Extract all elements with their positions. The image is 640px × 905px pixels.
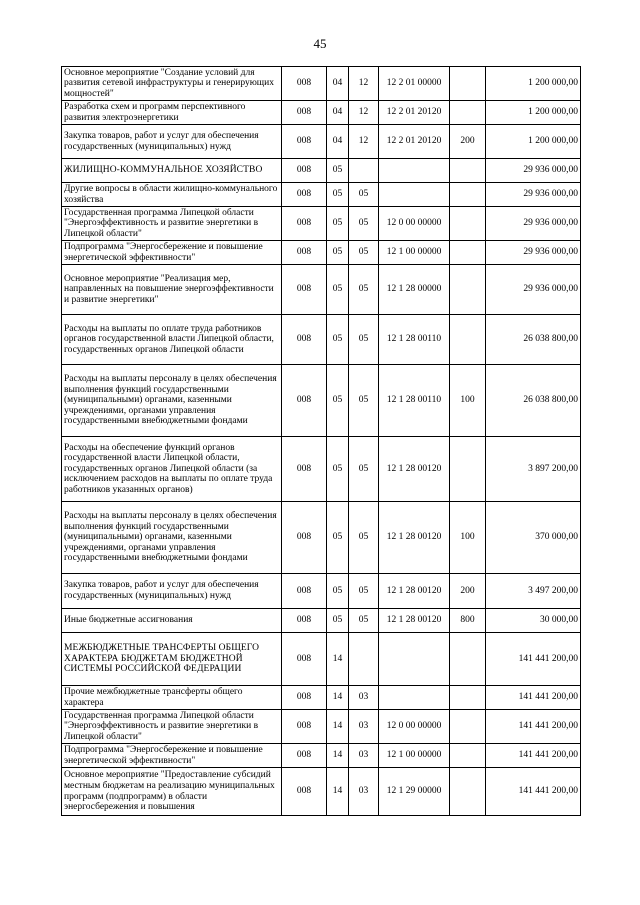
row-section-cell: 04 xyxy=(327,125,349,159)
row-target-code-cell: 12 1 28 00000 xyxy=(379,265,450,315)
row-name-cell: Иные бюджетные ассигнования xyxy=(62,609,282,633)
row-section-cell: 14 xyxy=(327,744,349,768)
row-section-cell: 05 xyxy=(327,183,349,207)
row-amount-cell: 141 441 200,00 xyxy=(486,686,581,710)
row-target-code-cell xyxy=(379,686,450,710)
table-row xyxy=(62,502,581,574)
row-ved-cell: 008 xyxy=(282,609,327,633)
table-row xyxy=(62,609,581,633)
row-name-cell: Закупка товаров, работ и услуг для обеспечения государственных (муниципальных) нужд xyxy=(62,574,282,609)
row-ved-cell: 008 xyxy=(282,67,327,101)
row-ved-cell: 008 xyxy=(282,710,327,744)
row-expense-type-cell xyxy=(450,183,486,207)
row-target-code-cell: 12 1 28 00120 xyxy=(379,609,450,633)
row-ved-cell: 008 xyxy=(282,633,327,686)
row-subsection-cell: 12 xyxy=(349,101,379,125)
row-subsection-cell: 05 xyxy=(349,437,379,502)
row-ved-cell: 008 xyxy=(282,574,327,609)
row-subsection-cell: 12 xyxy=(349,67,379,101)
row-section-cell: 14 xyxy=(327,710,349,744)
table-row xyxy=(62,159,581,183)
row-ved-cell: 008 xyxy=(282,159,327,183)
row-expense-type-cell xyxy=(450,633,486,686)
row-ved-cell: 008 xyxy=(282,125,327,159)
row-section-cell: 04 xyxy=(327,101,349,125)
row-section-cell: 05 xyxy=(327,159,349,183)
page-number: 45 xyxy=(313,36,327,51)
row-target-code-cell: 12 0 00 00000 xyxy=(379,710,450,744)
row-amount-cell: 29 936 000,00 xyxy=(486,159,581,183)
row-target-code-cell xyxy=(379,183,450,207)
row-name-cell: Прочие межбюджетные трансферты общего характера xyxy=(62,686,282,710)
row-target-code-cell: 12 0 00 00000 xyxy=(379,207,450,241)
table-row xyxy=(62,67,581,101)
table-row xyxy=(62,574,581,609)
table-row xyxy=(62,633,581,686)
row-subsection-cell: 05 xyxy=(349,183,379,207)
row-amount-cell: 141 441 200,00 xyxy=(486,768,581,816)
table-row xyxy=(62,744,581,768)
row-name-cell: Расходы на обеспечение функций органов государственной власти Липецкой области, государственных органов Липецкой области (за исключением расходов на выплаты по оплате труда работников указанных органов) xyxy=(62,437,282,502)
row-section-cell: 05 xyxy=(327,574,349,609)
row-ved-cell: 008 xyxy=(282,315,327,365)
row-expense-type-cell xyxy=(450,265,486,315)
row-amount-cell: 1 200 000,00 xyxy=(486,67,581,101)
row-amount-cell: 1 200 000,00 xyxy=(486,125,581,159)
row-expense-type-cell xyxy=(450,315,486,365)
row-section-cell: 05 xyxy=(327,365,349,437)
row-name-cell: Основное мероприятие "Предоставление субсидий местным бюджетам на реализацию муниципальных программ (подпрограмм) в области энергосбережения и повышения xyxy=(62,768,282,816)
row-amount-cell: 30 000,00 xyxy=(486,609,581,633)
row-name-cell: Расходы на выплаты персоналу в целях обеспечения выполнения функций государственными (муниципальными) органами, казенными учреждениями, органами управления государственными внебюджетными фондами xyxy=(62,502,282,574)
row-section-cell: 14 xyxy=(327,768,349,816)
row-section-cell: 14 xyxy=(327,686,349,710)
row-ved-cell: 008 xyxy=(282,265,327,315)
row-target-code-cell: 12 1 28 00120 xyxy=(379,574,450,609)
row-name-cell: Государственная программа Липецкой области "Энергоэффективность и развитие энергетики в Липецкой области" xyxy=(62,207,282,241)
row-expense-type-cell: 800 xyxy=(450,609,486,633)
row-amount-cell: 3 897 200,00 xyxy=(486,437,581,502)
row-name-cell: Основное мероприятие "Реализация мер, направленных на повышение энергоэффективности и развитие энергетики" xyxy=(62,265,282,315)
row-expense-type-cell xyxy=(450,207,486,241)
row-target-code-cell xyxy=(379,159,450,183)
row-subsection-cell: 03 xyxy=(349,710,379,744)
table-row xyxy=(62,437,581,502)
table-row xyxy=(62,125,581,159)
row-expense-type-cell: 100 xyxy=(450,365,486,437)
row-expense-type-cell xyxy=(450,241,486,265)
row-target-code-cell: 12 2 01 20120 xyxy=(379,101,450,125)
row-target-code-cell: 12 2 01 00000 xyxy=(379,67,450,101)
row-ved-cell: 008 xyxy=(282,437,327,502)
budget-table xyxy=(61,66,581,816)
row-subsection-cell xyxy=(349,633,379,686)
row-target-code-cell: 12 1 00 00000 xyxy=(379,744,450,768)
row-expense-type-cell xyxy=(450,67,486,101)
row-target-code-cell: 12 1 28 00110 xyxy=(379,365,450,437)
row-name-cell: Основное мероприятие "Создание условий для развития сетевой инфраструктуры и генерирующих мощностей" xyxy=(62,67,282,101)
row-amount-cell: 370 000,00 xyxy=(486,502,581,574)
row-name-cell: Закупка товаров, работ и услуг для обеспечения государственных (муниципальных) нужд xyxy=(62,125,282,159)
row-section-cell: 05 xyxy=(327,315,349,365)
table-row xyxy=(62,207,581,241)
row-ved-cell: 008 xyxy=(282,365,327,437)
row-ved-cell: 008 xyxy=(282,207,327,241)
table-row xyxy=(62,686,581,710)
row-expense-type-cell xyxy=(450,768,486,816)
row-section-cell: 05 xyxy=(327,265,349,315)
row-name-cell: МЕЖБЮДЖЕТНЫЕ ТРАНСФЕРТЫ ОБЩЕГО ХАРАКТЕРА БЮДЖЕТАМ БЮДЖЕТНОЙ СИСТЕМЫ РОССИЙСКОЙ ФЕДЕРАЦИИ xyxy=(62,633,282,686)
row-amount-cell: 141 441 200,00 xyxy=(486,744,581,768)
row-section-cell: 05 xyxy=(327,609,349,633)
table-row xyxy=(62,365,581,437)
row-amount-cell: 3 497 200,00 xyxy=(486,574,581,609)
table-row xyxy=(62,265,581,315)
row-subsection-cell: 05 xyxy=(349,315,379,365)
table-row xyxy=(62,101,581,125)
row-expense-type-cell xyxy=(450,159,486,183)
table-row xyxy=(62,710,581,744)
row-target-code-cell: 12 2 01 20120 xyxy=(379,125,450,159)
row-name-cell: Разработка схем и программ перспективного развития электроэнергетики xyxy=(62,101,282,125)
table-row xyxy=(62,183,581,207)
row-section-cell: 05 xyxy=(327,437,349,502)
row-amount-cell: 141 441 200,00 xyxy=(486,633,581,686)
row-ved-cell: 008 xyxy=(282,744,327,768)
row-target-code-cell: 12 1 29 00000 xyxy=(379,768,450,816)
row-target-code-cell: 12 1 28 00120 xyxy=(379,502,450,574)
row-expense-type-cell xyxy=(450,437,486,502)
row-subsection-cell: 12 xyxy=(349,125,379,159)
row-ved-cell: 008 xyxy=(282,101,327,125)
row-expense-type-cell: 200 xyxy=(450,574,486,609)
row-amount-cell: 26 038 800,00 xyxy=(486,315,581,365)
row-expense-type-cell xyxy=(450,101,486,125)
row-name-cell: Другие вопросы в области жилищно-коммунального хозяйства xyxy=(62,183,282,207)
row-target-code-cell xyxy=(379,633,450,686)
row-amount-cell: 29 936 000,00 xyxy=(486,241,581,265)
row-ved-cell: 008 xyxy=(282,183,327,207)
table-row xyxy=(62,315,581,365)
row-subsection-cell: 05 xyxy=(349,609,379,633)
row-name-cell: Расходы на выплаты персоналу в целях обеспечения выполнения функций государственными (муниципальными) органами, казенными учреждениями, органами управления государственными внебюджетными фондами xyxy=(62,365,282,437)
row-ved-cell: 008 xyxy=(282,768,327,816)
row-section-cell: 05 xyxy=(327,207,349,241)
row-expense-type-cell xyxy=(450,710,486,744)
row-subsection-cell: 05 xyxy=(349,241,379,265)
row-name-cell: Подпрограмма "Энергосбережение и повышение энергетической эффективности" xyxy=(62,241,282,265)
row-expense-type-cell: 100 xyxy=(450,502,486,574)
row-amount-cell: 26 038 800,00 xyxy=(486,365,581,437)
row-section-cell: 05 xyxy=(327,502,349,574)
row-ved-cell: 008 xyxy=(282,686,327,710)
row-expense-type-cell xyxy=(450,686,486,710)
row-amount-cell: 29 936 000,00 xyxy=(486,207,581,241)
row-subsection-cell: 03 xyxy=(349,744,379,768)
row-name-cell: ЖИЛИЩНО-КОММУНАЛЬНОЕ ХОЗЯЙСТВО xyxy=(62,159,282,183)
row-subsection-cell: 05 xyxy=(349,365,379,437)
row-target-code-cell: 12 1 00 00000 xyxy=(379,241,450,265)
row-amount-cell: 29 936 000,00 xyxy=(486,183,581,207)
row-subsection-cell: 03 xyxy=(349,686,379,710)
row-subsection-cell: 05 xyxy=(349,265,379,315)
row-section-cell: 14 xyxy=(327,633,349,686)
row-subsection-cell: 05 xyxy=(349,574,379,609)
row-name-cell: Государственная программа Липецкой области "Энергоэффективность и развитие энергетики в Липецкой области" xyxy=(62,710,282,744)
row-subsection-cell: 05 xyxy=(349,502,379,574)
row-target-code-cell: 12 1 28 00110 xyxy=(379,315,450,365)
row-subsection-cell xyxy=(349,159,379,183)
row-section-cell: 04 xyxy=(327,67,349,101)
row-name-cell: Расходы на выплаты по оплате труда работников органов государственной власти Липецкой области, государственных органов Липецкой области xyxy=(62,315,282,365)
row-expense-type-cell xyxy=(450,744,486,768)
row-subsection-cell: 03 xyxy=(349,768,379,816)
table-row xyxy=(62,768,581,816)
row-section-cell: 05 xyxy=(327,241,349,265)
table-row xyxy=(62,241,581,265)
row-ved-cell: 008 xyxy=(282,502,327,574)
row-subsection-cell: 05 xyxy=(349,207,379,241)
row-ved-cell: 008 xyxy=(282,241,327,265)
row-amount-cell: 141 441 200,00 xyxy=(486,710,581,744)
row-expense-type-cell: 200 xyxy=(450,125,486,159)
row-target-code-cell: 12 1 28 00120 xyxy=(379,437,450,502)
row-amount-cell: 1 200 000,00 xyxy=(486,101,581,125)
row-name-cell: Подпрограмма "Энергосбережение и повышение энергетической эффективности" xyxy=(62,744,282,768)
row-amount-cell: 29 936 000,00 xyxy=(486,265,581,315)
